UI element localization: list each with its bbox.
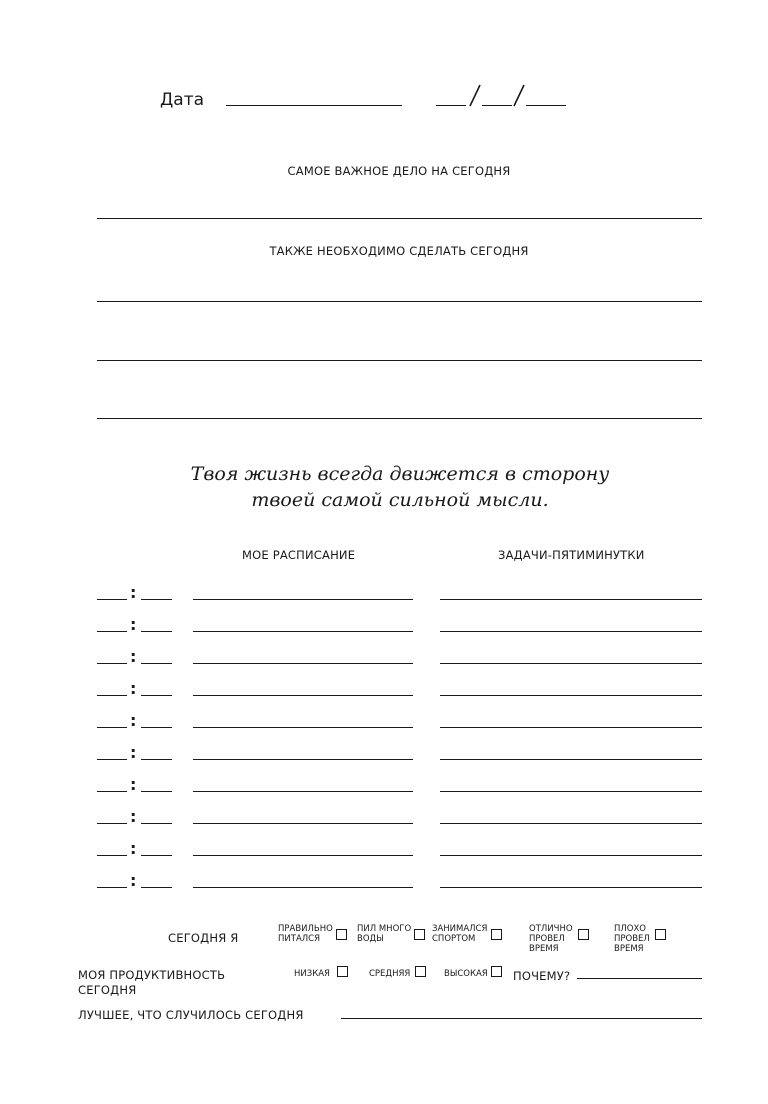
minute-field[interactable] xyxy=(141,631,172,632)
hour-field[interactable] xyxy=(97,887,127,888)
today-option-label xyxy=(529,924,573,954)
today-option-label-line: ПИЛ МНОГО xyxy=(357,924,412,934)
schedule-line[interactable] xyxy=(193,631,413,632)
time-separator: : xyxy=(130,679,137,698)
task-line[interactable] xyxy=(440,695,702,696)
date-text-field[interactable] xyxy=(226,105,402,106)
schedule-line[interactable] xyxy=(193,887,413,888)
quote-line-2: твоей самой сильной мысли. xyxy=(251,489,549,511)
today-option-label-line: ЗАНИМАЛСЯ xyxy=(432,924,488,934)
hour-field[interactable] xyxy=(97,791,127,792)
today-option-checkbox[interactable] xyxy=(336,929,347,940)
productivity-medium-label: СРЕДНЯЯ xyxy=(369,969,411,979)
productivity-label xyxy=(78,968,225,998)
task-line[interactable] xyxy=(440,791,702,792)
hour-field[interactable] xyxy=(97,823,127,824)
today-option-checkbox[interactable] xyxy=(491,929,502,940)
time-separator: : xyxy=(130,807,137,826)
today-option-label xyxy=(357,924,411,944)
minute-field[interactable] xyxy=(141,823,172,824)
best-line[interactable] xyxy=(341,1018,702,1019)
schedule-line[interactable] xyxy=(193,855,413,856)
schedule-heading: МОЕ РАСПИСАНИЕ xyxy=(242,548,356,562)
task-line[interactable] xyxy=(440,631,702,632)
time-separator: : xyxy=(130,839,137,858)
productivity-high-checkbox[interactable] xyxy=(491,966,502,977)
time-separator: : xyxy=(130,583,137,602)
task-line[interactable] xyxy=(440,727,702,728)
task-line[interactable] xyxy=(440,887,702,888)
today-option-label-line: ПЛОХО xyxy=(614,924,646,934)
today-option-label xyxy=(432,924,487,944)
minute-field[interactable] xyxy=(141,695,172,696)
why-line[interactable] xyxy=(577,978,702,979)
minute-field[interactable] xyxy=(141,663,172,664)
task-line[interactable] xyxy=(440,599,702,600)
date-day-field[interactable] xyxy=(436,105,466,106)
time-separator: : xyxy=(130,711,137,730)
also-needed-heading: ТАКЖЕ НЕОБХОДИМО СДЕЛАТЬ СЕГОДНЯ xyxy=(269,244,529,258)
hour-field[interactable] xyxy=(97,727,127,728)
today-option-label-line: ПИТАЛСЯ xyxy=(278,934,320,944)
minute-field[interactable] xyxy=(141,759,172,760)
time-separator: : xyxy=(130,871,137,890)
schedule-line[interactable] xyxy=(193,727,413,728)
task-line[interactable] xyxy=(440,663,702,664)
hour-field[interactable] xyxy=(97,663,127,664)
why-label: ПОЧЕМУ? xyxy=(513,969,571,983)
date-month-field[interactable] xyxy=(482,105,512,106)
most-important-line[interactable] xyxy=(97,218,702,219)
minute-field[interactable] xyxy=(141,887,172,888)
today-option-label xyxy=(278,924,333,944)
productivity-label-line-2: СЕГОДНЯ xyxy=(78,983,137,997)
time-separator: : xyxy=(130,775,137,794)
schedule-line[interactable] xyxy=(193,695,413,696)
quote-line-1: Твоя жизнь всегда движется в сторону xyxy=(190,463,610,485)
task-line[interactable] xyxy=(440,855,702,856)
task-line[interactable] xyxy=(440,823,702,824)
today-option-label-line: ОТЛИЧНО xyxy=(529,924,573,934)
best-label: ЛУЧШЕЕ, ЧТО СЛУЧИЛОСЬ СЕГОДНЯ xyxy=(78,1008,304,1022)
hour-field[interactable] xyxy=(97,599,127,600)
productivity-medium-checkbox[interactable] xyxy=(415,966,426,977)
quote xyxy=(100,461,700,513)
productivity-low-label: НИЗКАЯ xyxy=(294,969,330,979)
tasks-heading: ЗАДАЧИ-ПЯТИМИНУТКИ xyxy=(498,548,645,562)
today-option-checkbox[interactable] xyxy=(578,929,589,940)
today-option-label-line: ВОДЫ xyxy=(357,934,384,944)
today-option-checkbox[interactable] xyxy=(655,929,666,940)
schedule-line[interactable] xyxy=(193,823,413,824)
today-option-label-line: ПРОВЕЛ xyxy=(614,934,650,944)
productivity-label-line-1: МОЯ ПРОДУКТИВНОСТЬ xyxy=(78,968,226,982)
today-label: СЕГОДНЯ Я xyxy=(168,931,239,945)
schedule-line[interactable] xyxy=(193,791,413,792)
time-separator: : xyxy=(130,647,137,666)
today-option-label-line: ВРЕМЯ xyxy=(529,944,559,954)
hour-field[interactable] xyxy=(97,759,127,760)
today-option-checkbox[interactable] xyxy=(414,929,425,940)
also-needed-line[interactable] xyxy=(97,301,702,302)
date-label: Дата xyxy=(160,90,205,110)
schedule-line[interactable] xyxy=(193,599,413,600)
hour-field[interactable] xyxy=(97,695,127,696)
hour-field[interactable] xyxy=(97,631,127,632)
minute-field[interactable] xyxy=(141,727,172,728)
hour-field[interactable] xyxy=(97,855,127,856)
minute-field[interactable] xyxy=(141,599,172,600)
schedule-line[interactable] xyxy=(193,759,413,760)
also-needed-line[interactable] xyxy=(97,418,702,419)
time-separator: : xyxy=(130,743,137,762)
today-option-label-line: СПОРТОМ xyxy=(432,934,476,944)
date-year-field[interactable] xyxy=(526,105,566,106)
minute-field[interactable] xyxy=(141,791,172,792)
minute-field[interactable] xyxy=(141,855,172,856)
today-option-label-line: ПРАВИЛЬНО xyxy=(278,924,333,934)
today-option-label-line: ПРОВЕЛ xyxy=(529,934,565,944)
task-line[interactable] xyxy=(440,759,702,760)
also-needed-line[interactable] xyxy=(97,360,702,361)
time-separator: : xyxy=(130,615,137,634)
productivity-low-checkbox[interactable] xyxy=(337,966,348,977)
schedule-line[interactable] xyxy=(193,663,413,664)
productivity-high-label: ВЫСОКАЯ xyxy=(444,969,488,979)
today-option-label xyxy=(614,924,650,954)
most-important-heading: САМОЕ ВАЖНОЕ ДЕЛО НА СЕГОДНЯ xyxy=(287,164,511,178)
today-option-label-line: ВРЕМЯ xyxy=(614,944,644,954)
